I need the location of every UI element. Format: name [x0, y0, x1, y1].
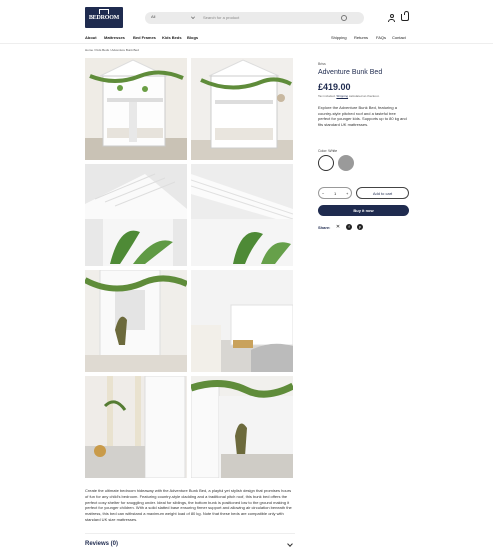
product-image-2[interactable] — [191, 58, 293, 160]
quantity-value[interactable]: 1 — [334, 191, 337, 196]
quantity-stepper[interactable] — [318, 187, 352, 199]
nav-returns[interactable]: Returns — [354, 35, 369, 40]
search-category-select[interactable]: All — [151, 14, 156, 19]
swatch-grey[interactable] — [338, 155, 354, 171]
logo-text: BEDROOM — [88, 15, 120, 21]
chevron-down-icon[interactable] — [287, 541, 293, 547]
product-image-6[interactable] — [191, 270, 293, 372]
breadcrumb[interactable]: Home / Kids Beds / Adventure Bunk Bed — [85, 48, 139, 52]
nav-bed-frames[interactable]: Bed Frames — [133, 35, 156, 40]
nav-shipping[interactable]: Shipping — [331, 35, 347, 40]
search-icon[interactable] — [341, 15, 347, 21]
tax-note-prefix: Tax included. — [318, 94, 336, 98]
nav-faqs[interactable]: FAQs — [376, 35, 387, 40]
product-image-3[interactable] — [85, 164, 187, 266]
chevron-down-icon — [191, 15, 195, 19]
plus-icon[interactable]: + — [346, 191, 349, 196]
search-input[interactable]: Search for a product — [203, 15, 240, 20]
nav-kids-beds[interactable]: Kids Beds — [162, 35, 182, 40]
product-image-8[interactable] — [191, 376, 293, 478]
tax-note — [318, 94, 379, 98]
product-image-4[interactable] — [191, 164, 293, 266]
facebook-icon[interactable]: f — [346, 224, 352, 230]
add-to-cart-button[interactable]: Add to cart — [356, 187, 409, 199]
bed-logo-icon — [99, 9, 109, 14]
site-header — [0, 0, 493, 44]
search-bar[interactable] — [145, 12, 364, 24]
swatch-white[interactable] — [318, 155, 334, 171]
product-short-description: Explore the Adventure Bunk Bed, featuring a country-style pitched roof and a tasteful tree perfect for younger kids. Supports up to 80 kg and fits standard UK mattresses. — [318, 105, 407, 127]
nav-blogs[interactable]: Blogs — [187, 35, 199, 40]
product-brand: Briss — [318, 62, 326, 66]
color-label: Color: White — [318, 149, 338, 153]
pinterest-icon[interactable]: p — [358, 224, 362, 229]
divider — [85, 533, 295, 534]
store-logo[interactable] — [85, 7, 123, 28]
cart-icon[interactable] — [401, 14, 409, 21]
account-icon[interactable] — [388, 14, 395, 22]
product-title: Adventure Bunk Bed — [318, 69, 383, 76]
product-image-7[interactable] — [85, 376, 187, 478]
shipping-link[interactable]: Shipping — [336, 94, 349, 98]
reviews-toggle[interactable]: Reviews (0) — [85, 541, 119, 547]
product-price: £419.00 — [318, 82, 351, 92]
long-description: Create the ultimate bedroom hideaway with the Adventure Bunk Bed, a playful yet stylish design that promises hours of fun for any child's bedroom. Featuring country-style cladding and a traditional pitch roof, this bunk bed offers the perfect cosy shelter for snuggling under. Ideal for siblings, the bottom bunk is positioned low to the ground making it perfect for younger children. With a solid slatted base ensuring firmer support and allowing air circulation beneath the mattress, this bed can withstand a maximum weight load of 80 kg. Note that these beds are compatible only with standard UK size mattresses. — [85, 488, 292, 522]
share-label: Share: — [318, 225, 331, 230]
nav-contact[interactable]: Contact — [392, 35, 406, 40]
divider — [0, 43, 493, 44]
minus-icon[interactable]: − — [322, 191, 325, 196]
product-image-5[interactable] — [85, 270, 187, 372]
tax-note-suffix: calculated at checkout. — [348, 94, 380, 98]
product-image-1[interactable] — [85, 58, 187, 160]
nav-mattresses[interactable]: Mattresses — [104, 35, 125, 40]
x-icon[interactable]: ✕ — [335, 224, 341, 230]
buy-now-button[interactable]: Buy it now — [318, 205, 409, 216]
nav-about[interactable]: About — [85, 35, 97, 40]
